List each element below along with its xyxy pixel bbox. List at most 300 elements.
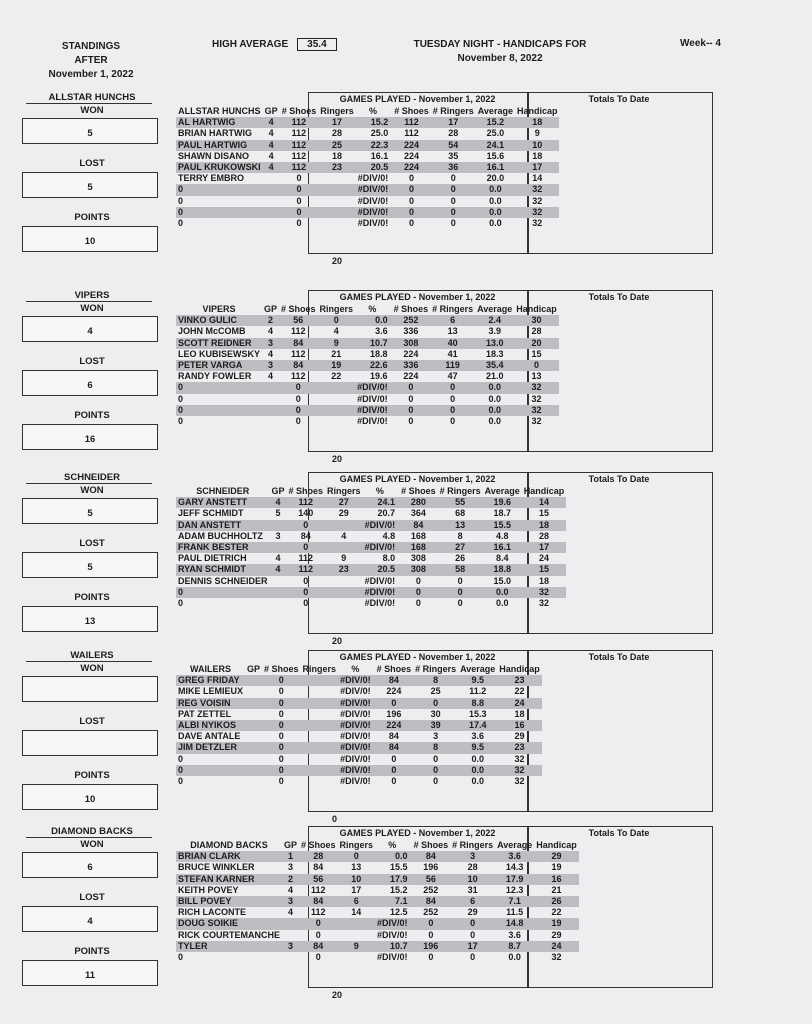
shoes: 112 <box>280 117 319 128</box>
handicap: 14 <box>532 173 543 184</box>
games-played: 4 <box>268 348 274 359</box>
total-ringers: 27 <box>438 542 483 553</box>
handicap: 32 <box>514 775 525 786</box>
average: 13.0 <box>475 338 514 349</box>
player-name: JOHN McCOMB <box>178 326 246 337</box>
handicap: 17 <box>515 162 560 173</box>
player-name: PAUL KRUKOWSKI <box>178 162 261 173</box>
team-heading: WAILERS <box>190 664 232 675</box>
total-ringers: 3 <box>433 731 439 742</box>
handicap: 26 <box>534 896 579 907</box>
ringers: 29 <box>338 508 349 519</box>
shoes: 0 <box>280 184 319 195</box>
games-played: 4 <box>288 884 294 895</box>
totals-caption: Totals To Date <box>588 94 650 104</box>
lost-value: 5 <box>87 562 93 573</box>
player-name: BRIAN HARTWIG <box>178 128 252 139</box>
total-ringers: 55 <box>438 497 483 508</box>
percent: #DIV/0! <box>340 775 371 786</box>
won-box <box>22 118 158 144</box>
lost-label: LOST <box>79 892 105 903</box>
col-average: Average <box>477 106 513 117</box>
percent: #DIV/0! <box>338 675 375 686</box>
handicap: 32 <box>497 765 542 776</box>
percent: #DIV/0! <box>356 207 393 218</box>
handicap: 9 <box>534 128 540 139</box>
shoes: 0 <box>279 382 318 393</box>
points-label: POINTS <box>74 592 110 603</box>
handicap: 19 <box>551 862 562 873</box>
won-box <box>22 676 158 702</box>
shoes: 112 <box>311 907 326 918</box>
lost-label: LOST <box>79 158 105 169</box>
total-shoes: 224 <box>403 371 419 382</box>
ringers <box>301 675 339 686</box>
average: 15.3 <box>468 708 487 719</box>
ringers <box>301 765 339 776</box>
table-row <box>176 952 579 963</box>
lost-label: LOST <box>79 716 105 727</box>
week-label: Week-- 4 <box>680 38 721 49</box>
shoes: 0 <box>262 720 301 731</box>
high-average-value: 35.4 <box>297 38 337 51</box>
col-shoes: # Shoes <box>264 664 299 675</box>
games-played <box>262 405 279 416</box>
total-ringers: 0 <box>450 173 456 184</box>
player-table <box>176 486 566 609</box>
table-row <box>176 196 559 207</box>
shoes: 84 <box>299 941 338 952</box>
table-row <box>176 184 559 195</box>
ringers: 4 <box>333 326 339 337</box>
ringers: 21 <box>331 348 342 359</box>
percent: 7.1 <box>375 896 412 907</box>
average: 0.0 <box>483 587 522 598</box>
percent: #DIV/0! <box>363 520 400 531</box>
games-played <box>262 416 279 427</box>
handicap: 29 <box>514 731 525 742</box>
total-shoes: 0 <box>392 382 431 393</box>
games-played <box>270 576 287 587</box>
ringers <box>318 218 356 229</box>
col-shoes: # Shoes <box>281 304 316 315</box>
average: 4.8 <box>495 530 509 541</box>
col-total-shoes: # Shoes <box>413 840 449 851</box>
games-played: 3 <box>282 941 299 952</box>
total-shoes: 84 <box>388 731 399 742</box>
games-played-caption: GAMES PLAYED - November 1, 2022 <box>339 94 496 104</box>
shoes: 0 <box>278 708 284 719</box>
games-played <box>263 218 280 229</box>
total-shoes: 196 <box>386 708 402 719</box>
handicap: 29 <box>551 929 562 940</box>
games-played: 4 <box>263 162 280 173</box>
points-value: 11 <box>84 970 96 981</box>
player-name: 0 <box>176 382 262 393</box>
average: 25.0 <box>486 128 505 139</box>
table-row <box>176 896 579 907</box>
table-row <box>176 862 579 873</box>
team-heading: SCHNEIDER <box>196 486 250 497</box>
average: 0.0 <box>488 393 501 404</box>
total-ringers: 0 <box>450 918 495 929</box>
ringers: 28 <box>331 128 342 139</box>
games-played <box>245 776 262 787</box>
total-ringers: 119 <box>430 360 475 371</box>
col-average: Average <box>497 840 533 851</box>
team-name: WAILERS <box>70 650 114 661</box>
total-ringers: 8 <box>413 675 458 686</box>
games-played: 3 <box>262 338 279 349</box>
handicap: 32 <box>515 184 560 195</box>
player-name: RICK COURTEMANCHE <box>178 929 280 940</box>
percent: #DIV/0! <box>357 415 388 426</box>
player-name: 0 <box>178 415 184 426</box>
table-row <box>176 416 559 427</box>
handicap: 16 <box>534 874 579 885</box>
average: 0.0 <box>489 217 502 228</box>
shoes: 112 <box>291 150 307 161</box>
average: 0.0 <box>475 405 514 416</box>
table-row <box>176 885 579 896</box>
shoes: 0 <box>287 520 326 531</box>
ringers <box>318 196 356 207</box>
handicap: 32 <box>551 951 562 962</box>
points-box <box>22 226 158 252</box>
percent: 20.7 <box>377 508 396 519</box>
handicap: 32 <box>531 393 542 404</box>
totals-caption: Totals To Date <box>588 828 650 838</box>
col-total-shoes: # Shoes <box>376 664 412 675</box>
average: 0.0 <box>489 195 502 206</box>
average: 0.0 <box>508 951 521 962</box>
ringers <box>301 754 339 765</box>
handicap: 15 <box>531 348 542 359</box>
col-shoes: # Shoes <box>288 486 324 497</box>
total-ringers: 30 <box>430 708 441 719</box>
shoes: 112 <box>291 128 307 139</box>
table-row <box>176 698 542 709</box>
total-shoes: 224 <box>392 162 431 173</box>
handicap: 15 <box>539 508 550 519</box>
handicap: 18 <box>532 150 543 161</box>
player-name: 0 <box>176 765 245 776</box>
player-name: DAVE ANTALE <box>178 731 241 742</box>
games-played: 3 <box>288 862 294 873</box>
percent: 0.0 <box>375 851 412 862</box>
games-played <box>262 382 279 393</box>
total-ringers: 17 <box>450 941 495 952</box>
games-played: 4 <box>275 553 281 564</box>
total-shoes: 0 <box>408 195 414 206</box>
percent: #DIV/0! <box>357 217 389 228</box>
shoes: 0 <box>278 753 284 764</box>
underline <box>26 103 152 104</box>
col-total-shoes: # Shoes <box>394 106 429 117</box>
shoes: 0 <box>278 775 284 786</box>
handicap: 21 <box>551 884 562 895</box>
total-shoes: 336 <box>403 326 419 337</box>
games-played: 2 <box>262 315 279 326</box>
totals-caption: Totals To Date <box>588 474 650 484</box>
team-heading: VIPERS <box>202 304 236 315</box>
title-line2: November 8, 2022 <box>457 53 543 64</box>
player-name: SCOTT REIDNER <box>176 338 262 349</box>
table-row <box>176 520 566 531</box>
percent: 24.1 <box>363 497 400 508</box>
lost-box <box>22 552 158 578</box>
lost-value: 4 <box>87 916 93 927</box>
totals-caption: Totals To Date <box>588 292 650 302</box>
player-name: GREG FRIDAY <box>176 675 245 686</box>
ringers <box>301 731 339 742</box>
col-handicap: Handicap <box>523 486 565 497</box>
percent: 15.5 <box>390 862 408 873</box>
player-name: 0 <box>178 393 184 404</box>
table-row <box>176 394 559 405</box>
total-ringers: 0 <box>450 415 456 426</box>
col-gp: GP <box>247 664 261 675</box>
col-average: Average <box>484 486 520 497</box>
points-value: 10 <box>84 794 96 805</box>
ringers <box>325 587 363 598</box>
player-name: ALBI NYIKOS <box>176 720 245 731</box>
points-box <box>22 784 158 810</box>
won-value: 6 <box>87 862 93 873</box>
total-shoes: 252 <box>392 315 431 326</box>
percent: #DIV/0! <box>338 698 375 709</box>
col-gp: GP <box>264 304 278 315</box>
percent: 3.6 <box>375 326 388 337</box>
shoes: 0 <box>278 731 284 742</box>
average: 3.6 <box>508 929 521 940</box>
table-header-row <box>176 840 579 851</box>
handicap: 32 <box>514 405 559 416</box>
games-played <box>245 686 262 697</box>
standings-line3: November 1, 2022 <box>48 69 134 80</box>
total-ringers: 68 <box>455 508 466 519</box>
ringers: 25 <box>318 140 356 151</box>
table-row <box>176 742 542 753</box>
ringers <box>325 542 363 553</box>
ringers: 14 <box>351 907 362 918</box>
table-row <box>176 371 559 382</box>
total-ringers: 13 <box>438 520 483 531</box>
total-shoes: 84 <box>412 851 451 862</box>
total-ringers: 0 <box>433 775 439 786</box>
ringers <box>338 918 376 929</box>
player-name: GARY ANSTETT <box>176 497 270 508</box>
player-name: RANDY FOWLER <box>178 371 252 382</box>
lost-label: LOST <box>79 356 105 367</box>
average: 14.8 <box>495 918 534 929</box>
shoes: 0 <box>279 405 318 416</box>
percent: 10.7 <box>355 338 392 349</box>
ringers: 0 <box>318 315 356 326</box>
points-box <box>22 960 158 986</box>
percent: #DIV/0! <box>355 382 392 393</box>
won-box <box>22 316 158 342</box>
total-ringers: 58 <box>438 564 483 575</box>
games-played <box>245 698 262 709</box>
player-name: 0 <box>176 207 263 218</box>
ringers: 13 <box>351 862 362 873</box>
average: 18.8 <box>483 564 522 575</box>
ringers <box>318 207 356 218</box>
table-header-row <box>176 664 542 675</box>
games-played <box>245 709 262 720</box>
games-played: 4 <box>263 140 280 151</box>
total-ringers: 39 <box>413 720 458 731</box>
total-shoes: 308 <box>392 338 431 349</box>
ringers <box>325 520 363 531</box>
average: 0.0 <box>476 207 515 218</box>
high-average-label: HIGH AVERAGE <box>212 39 289 50</box>
average: 0.0 <box>458 765 497 776</box>
shoes: 112 <box>291 371 306 382</box>
handicap: 24 <box>539 553 550 564</box>
games-played: 2 <box>282 874 299 885</box>
handicap: 24 <box>497 698 542 709</box>
percent: 18.8 <box>370 348 388 359</box>
average: 17.9 <box>495 874 534 885</box>
ringers: 10 <box>338 874 376 885</box>
table-header-row <box>176 304 559 315</box>
average: 7.1 <box>495 896 534 907</box>
percent: 15.2 <box>390 884 408 895</box>
total-ringers: 8 <box>413 742 458 753</box>
games-played: 4 <box>263 117 280 128</box>
average: 9.5 <box>458 675 497 686</box>
player-table <box>176 664 542 787</box>
won-value: 5 <box>87 508 93 519</box>
games-played: 4 <box>268 128 274 139</box>
games-played: 4 <box>288 907 294 918</box>
player-name: JEFF SCHMIDT <box>178 508 244 519</box>
total-ringers: 6 <box>430 315 475 326</box>
standings-line2: AFTER <box>74 55 108 66</box>
handicap: 22 <box>551 907 562 918</box>
games-played-caption: GAMES PLAYED - November 1, 2022 <box>339 652 496 662</box>
percent: #DIV/0! <box>377 929 408 940</box>
percent: 22.6 <box>355 360 392 371</box>
player-name: PAT ZETTEL <box>178 708 232 719</box>
ringers: 27 <box>325 497 363 508</box>
col-ringers: Ringers <box>327 486 361 497</box>
games-played <box>263 207 280 218</box>
ringers: 4 <box>341 530 347 541</box>
games-played: 4 <box>268 150 274 161</box>
games-played <box>245 742 262 753</box>
team-heading: ALLSTAR HUNCHS <box>178 106 261 117</box>
total-ringers: 0 <box>413 765 458 776</box>
team-total: 0 <box>332 814 338 824</box>
lost-box <box>22 172 158 198</box>
table-row <box>176 382 559 393</box>
handicap: 17 <box>522 542 567 553</box>
total-ringers: 0 <box>470 951 476 962</box>
total-shoes: 224 <box>392 140 431 151</box>
handicap: 32 <box>515 207 560 218</box>
average: 0.0 <box>471 775 484 786</box>
average: 11.5 <box>506 907 524 918</box>
player-table <box>176 840 579 963</box>
games-played <box>282 918 299 929</box>
col-handicap: Handicap <box>516 106 558 117</box>
player-name: 0 <box>176 184 263 195</box>
total-ringers: 0 <box>450 195 456 206</box>
player-table <box>176 106 559 229</box>
ringers: 17 <box>318 117 356 128</box>
average: 11.2 <box>469 686 487 697</box>
team-block <box>0 826 812 1006</box>
shoes: 0 <box>280 207 319 218</box>
total-ringers: 3 <box>450 851 495 862</box>
handicap: 32 <box>514 753 525 764</box>
shoes: 0 <box>295 393 301 404</box>
player-name: VINKO GULIC <box>176 315 262 326</box>
total-shoes: 196 <box>412 941 451 952</box>
percent: #DIV/0! <box>338 742 375 753</box>
col-handicap: Handicap <box>536 840 577 851</box>
average: 0.0 <box>475 382 514 393</box>
total-shoes: 84 <box>375 742 414 753</box>
total-shoes: 308 <box>399 564 438 575</box>
shoes: 0 <box>315 929 321 940</box>
shoes: 0 <box>278 686 284 697</box>
team-total: 20 <box>332 256 343 266</box>
handicap: 18 <box>515 117 560 128</box>
games-played-caption: GAMES PLAYED - November 1, 2022 <box>339 828 496 838</box>
points-label: POINTS <box>74 946 110 957</box>
handicap: 32 <box>514 382 559 393</box>
shoes: 140 <box>298 508 314 519</box>
table-row <box>176 140 559 151</box>
team-total: 20 <box>332 454 343 464</box>
total-shoes: 252 <box>423 907 439 918</box>
points-label: POINTS <box>74 410 110 421</box>
table-row <box>176 576 566 587</box>
games-played <box>245 765 262 776</box>
total-ringers: 0 <box>457 597 463 608</box>
average: 3.9 <box>488 326 501 337</box>
col-total-ringers: # Ringers <box>415 664 457 675</box>
ringers: 6 <box>338 896 376 907</box>
table-row <box>176 765 542 776</box>
player-name: BRIAN CLARK <box>176 851 282 862</box>
ringers: 18 <box>331 150 342 161</box>
player-name: AL HARTWIG <box>176 117 263 128</box>
total-ringers: 0 <box>413 698 458 709</box>
player-name: REG VOISIN <box>176 698 245 709</box>
team-name: VIPERS <box>74 290 110 301</box>
lost-box <box>22 730 158 756</box>
percent: 15.2 <box>356 117 393 128</box>
player-name: BRUCE WINKLER <box>178 862 255 873</box>
table-row <box>176 941 579 952</box>
ringers <box>338 952 376 963</box>
handicap: 23 <box>497 675 542 686</box>
table-row <box>176 326 559 337</box>
shoes: 0 <box>262 675 301 686</box>
player-name: DAN ANSTETT <box>176 520 270 531</box>
table-row <box>176 874 579 885</box>
points-value: 16 <box>84 434 96 445</box>
points-value: 13 <box>84 616 96 627</box>
average: 14.3 <box>505 862 524 873</box>
ringers <box>318 394 356 405</box>
total-ringers: 0 <box>450 217 456 228</box>
